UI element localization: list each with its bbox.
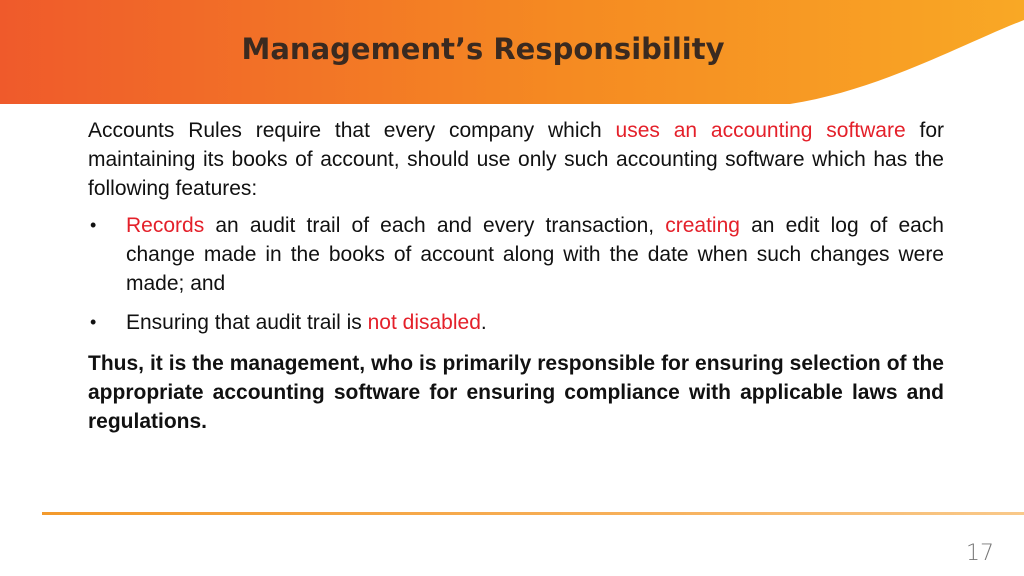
bullet-2-text-2: . xyxy=(480,311,487,334)
intro-text-1: Accounts Rules require that every company which xyxy=(88,119,616,142)
bullet-icon: • xyxy=(90,312,97,332)
intro-text-2: for maintaining its books of account, should use only such accounting software which has the following features: xyxy=(88,119,944,200)
bullet-1-highlight-1: Records xyxy=(126,214,205,237)
bullet-icon: • xyxy=(90,215,97,235)
feature-list xyxy=(88,211,944,337)
slide-body xyxy=(88,116,944,436)
intro-paragraph xyxy=(88,116,944,203)
list-item xyxy=(88,211,944,298)
slide-title: Management’s Responsibility xyxy=(241,32,725,66)
slide-header-banner xyxy=(0,0,1024,104)
bullet-1-text-1: an audit trail of each and every transaction, xyxy=(204,214,666,237)
list-item xyxy=(88,308,944,337)
intro-highlight: uses an accounting software xyxy=(615,119,906,142)
bullet-2-text-1: Ensuring that audit trail is xyxy=(126,311,368,334)
bullet-1-highlight-2: creating xyxy=(665,214,740,237)
page-number: 17 xyxy=(966,541,994,566)
conclusion-paragraph: Thus, it is the management, who is primarily responsible for ensuring selection of the appropriate accounting software for ensuring compliance with applicable laws and regulations. xyxy=(88,352,944,433)
bullet-1-text-2: an edit log of each change made in the books of account along with the date when such changes were made; and xyxy=(126,214,944,295)
footer-divider xyxy=(42,512,1024,515)
bullet-2-highlight: not disabled xyxy=(367,311,481,334)
